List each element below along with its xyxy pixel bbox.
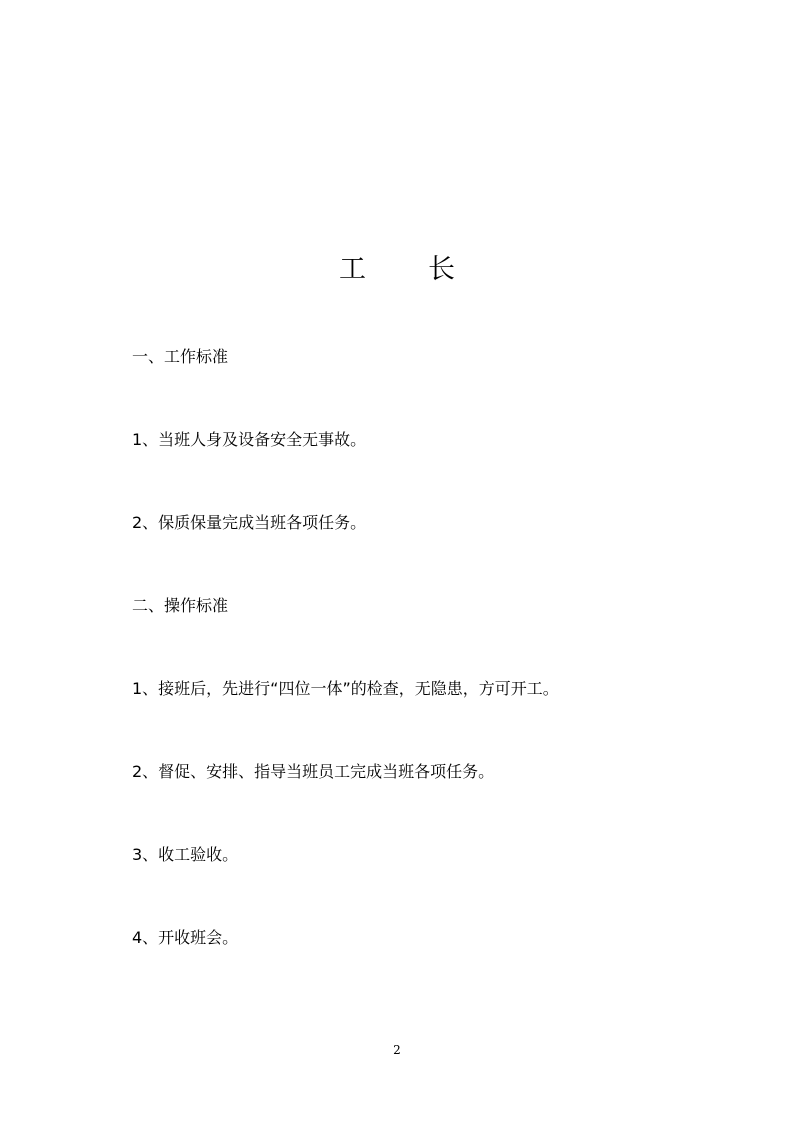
operation-standard-item-2: 2、督促、安排、指导当班员工完成当班各项任务。	[132, 762, 495, 781]
section-heading-operation-standard: 二、操作标准	[132, 596, 229, 615]
operation-standard-item-1: 1、接班后，先进行“四位一体”的检查，无隐患，方可开工。	[132, 679, 559, 698]
title-char-2: 长	[428, 254, 455, 285]
operation-standard-item-3: 3、收工验收。	[132, 845, 239, 864]
operation-standard-item-4: 4、开收班会。	[132, 928, 239, 947]
title-char-1: 工	[339, 254, 366, 285]
document-title	[0, 250, 794, 290]
work-standard-item-1: 1、当班人身及设备安全无事故。	[132, 430, 367, 449]
page-number: 2	[393, 1043, 401, 1057]
section-heading-work-standard: 一、工作标准	[132, 347, 229, 366]
work-standard-item-2: 2、保质保量完成当班各项任务。	[132, 513, 367, 532]
